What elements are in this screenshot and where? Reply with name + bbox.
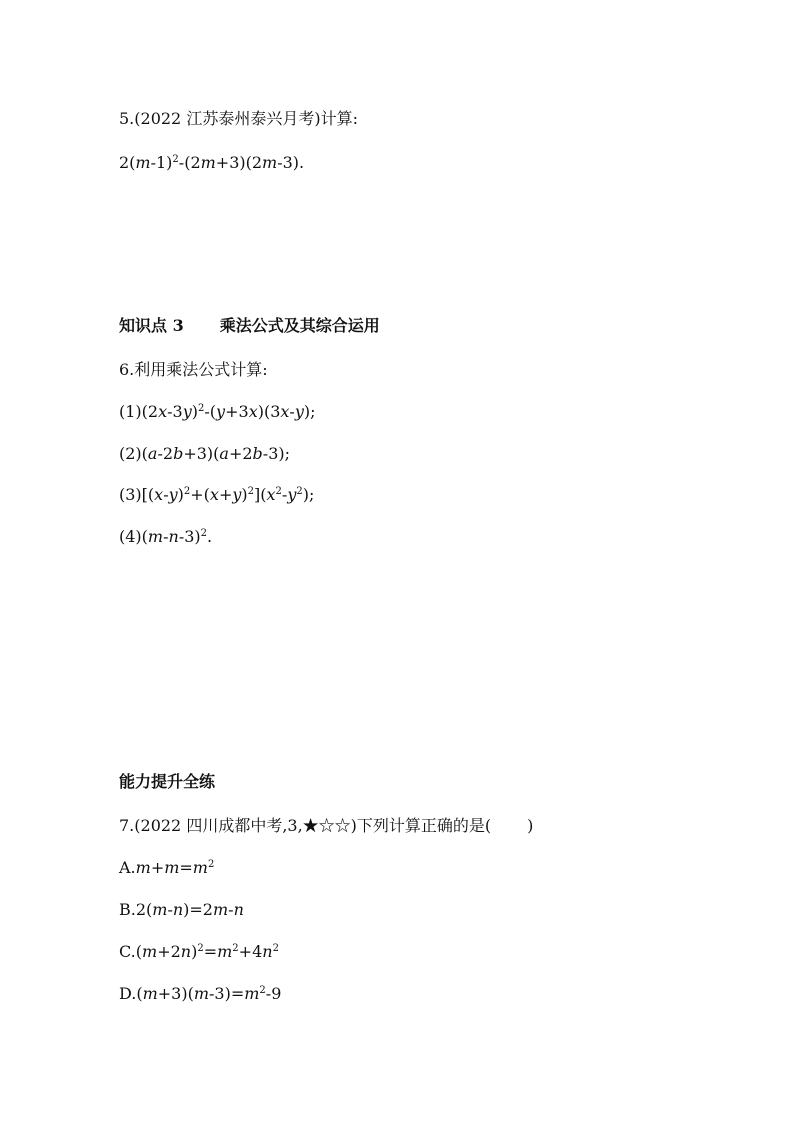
expr-text: +4 — [238, 942, 263, 961]
var-y: y — [216, 402, 226, 421]
expr-text: +3)( — [157, 984, 194, 1003]
var-x: x — [248, 402, 258, 421]
expr-text: )(3 — [257, 402, 281, 421]
var-b: b — [252, 444, 263, 463]
expr-text: +( — [190, 485, 210, 504]
exponent: 2 — [200, 528, 208, 539]
q6-item-3 — [119, 484, 314, 506]
ability-section-heading: 能力提升全练 — [119, 772, 216, 791]
var-m: m — [152, 900, 168, 919]
expr-text: ) — [191, 942, 198, 961]
expr-text: . — [207, 527, 213, 546]
exponent: 2 — [259, 985, 266, 996]
item-number: (2) — [119, 444, 142, 463]
var-y: y — [168, 485, 178, 504]
expr-text: (2 — [141, 402, 159, 421]
q7-header — [119, 815, 533, 837]
expr-text: - — [289, 402, 295, 421]
var-x: x — [266, 485, 276, 504]
option-label: B. — [119, 900, 136, 919]
option-label: D. — [119, 984, 137, 1003]
section-3-heading — [119, 315, 380, 337]
var-x: x — [154, 485, 164, 504]
expr-text: +3 — [225, 402, 249, 421]
var-m: m — [244, 984, 260, 1003]
var-m: m — [262, 153, 278, 172]
q7-number: 7. — [119, 816, 135, 835]
expr-text: ) — [191, 402, 199, 421]
item-number: (4) — [119, 527, 142, 546]
q5-header — [119, 108, 358, 130]
expr-text: ) — [177, 485, 184, 504]
expr-text: ); — [303, 402, 316, 421]
exponent: 2 — [172, 154, 179, 165]
item-number: (1) — [119, 402, 142, 421]
q6-prompt: 6.利用乘法公式计算: — [119, 360, 268, 379]
var-m: m — [212, 900, 229, 919]
item-number: (3) — [119, 485, 142, 504]
expr-text: 2( — [119, 153, 136, 172]
exponent: 2 — [183, 486, 191, 497]
expr-text: -2 — [157, 444, 174, 463]
expr-text: -3) — [178, 527, 201, 546]
q7-option-d — [119, 983, 281, 1005]
expr-text: - — [228, 900, 234, 919]
var-m: m — [200, 153, 216, 172]
var-n: n — [168, 527, 179, 546]
expr-text: -3); — [262, 444, 290, 463]
var-x: x — [209, 485, 219, 504]
expr-text: +3)(2 — [215, 153, 263, 172]
expr-text: -(2 — [178, 153, 201, 172]
q6-item-1 — [119, 401, 316, 423]
expr-text: ( — [141, 527, 148, 546]
expr-text: [( — [141, 485, 155, 504]
exponent: 2 — [198, 403, 205, 414]
expr-text: ( — [141, 444, 148, 463]
option-label: A. — [119, 858, 136, 877]
expr-text: - — [163, 527, 169, 546]
exponent: 2 — [275, 486, 282, 497]
expr-text: +3)( — [183, 444, 220, 463]
q6-item-2 — [119, 443, 290, 465]
var-m: m — [193, 984, 210, 1003]
expr-text: ); — [302, 485, 315, 504]
expr-text: -9 — [265, 984, 282, 1003]
var-y: y — [182, 402, 192, 421]
var-y: y — [294, 402, 304, 421]
expr-text: +2 — [157, 942, 181, 961]
option-label: C. — [119, 942, 136, 961]
q5-source: (2022 江苏泰州泰兴月考) — [134, 109, 321, 128]
var-m: m — [142, 942, 158, 961]
expr-text: = — [179, 858, 193, 877]
var-m: m — [192, 858, 208, 877]
var-x: x — [280, 402, 290, 421]
exponent: 2 — [296, 486, 303, 497]
var-n: n — [262, 942, 273, 961]
q7-option-c — [119, 941, 279, 963]
expr-text: - — [163, 485, 169, 504]
expr-text: )=2 — [183, 900, 213, 919]
var-m: m — [147, 527, 164, 546]
q7-blank-close: ) — [527, 816, 534, 835]
section-label: 知识点 3 — [119, 316, 184, 335]
q5-number: 5. — [119, 109, 135, 128]
var-n: n — [172, 900, 184, 919]
expr-text: ]( — [254, 485, 267, 504]
q6-item-4 — [119, 526, 212, 548]
expr-text: -3 — [167, 402, 183, 421]
expr-text: -( — [204, 402, 217, 421]
var-m: m — [135, 153, 151, 172]
exponent: 2 — [207, 859, 215, 870]
expr-text: = — [203, 942, 218, 961]
var-x: x — [158, 402, 168, 421]
q5-prompt: 计算: — [320, 109, 358, 128]
expr-text: ( — [135, 942, 143, 961]
var-m: m — [142, 984, 158, 1003]
expr-text: -1) — [150, 153, 173, 172]
expr-text: -3)= — [209, 984, 245, 1003]
exponent: 2 — [247, 486, 255, 497]
q7-source: (2022 四川成都中考,3,★☆☆) — [134, 816, 357, 835]
expr-text: 2( — [135, 900, 153, 919]
expr-text: ) — [241, 485, 248, 504]
exponent: 2 — [232, 943, 239, 954]
var-y: y — [287, 485, 297, 504]
var-b: b — [173, 444, 184, 463]
var-n: n — [180, 942, 192, 961]
var-n: n — [233, 900, 244, 919]
expr-text: +2 — [228, 444, 253, 463]
var-m: m — [135, 858, 151, 877]
expr-text: + — [218, 485, 233, 504]
var-a: a — [147, 444, 158, 463]
expr-text: - — [281, 485, 288, 504]
var-y: y — [232, 485, 242, 504]
expr-text: + — [150, 858, 165, 877]
q7-option-a — [119, 857, 214, 879]
exponent: 2 — [272, 943, 279, 954]
var-m: m — [164, 858, 180, 877]
var-a: a — [219, 444, 229, 463]
q7-option-b — [119, 899, 244, 921]
exponent: 2 — [197, 943, 204, 954]
expr-text: -3). — [277, 153, 305, 172]
var-m: m — [217, 942, 233, 961]
expr-text: ( — [136, 984, 143, 1003]
q5-expression — [119, 152, 304, 174]
section-title: 乘法公式及其综合运用 — [219, 316, 380, 335]
q7-prompt: 下列计算正确的是( — [356, 816, 492, 835]
expr-text: - — [167, 900, 173, 919]
